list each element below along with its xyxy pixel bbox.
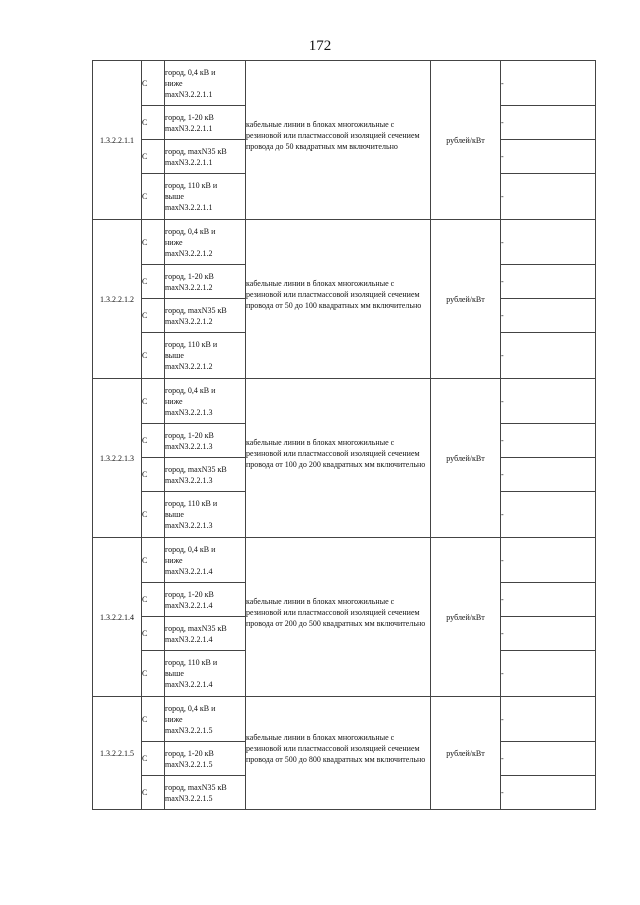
rate-value: - [501,583,596,617]
voltage-level: город, maxN35 кВ maxN3.2.2.1.4 [165,617,246,651]
tariff-table [92,60,596,810]
rate-value: - [501,140,596,174]
table-body [93,61,596,810]
voltage-level: город, 0,4 кВ и ниже maxN3.2.2.1.5 [165,697,246,742]
category-letter: С [142,379,165,424]
voltage-level: город, 0,4 кВ и ниже maxN3.2.2.1.2 [165,220,246,265]
category-letter: С [142,140,165,174]
unit-of-measure: рублей/кВт [431,379,501,538]
table-row [93,220,596,265]
voltage-level: город, 1-20 кВ maxN3.2.2.1.3 [165,424,246,458]
category-letter: С [142,265,165,299]
category-letter: С [142,220,165,265]
voltage-level: город, 0,4 кВ и ниже maxN3.2.2.1.4 [165,538,246,583]
item-description: кабельные линии в блоках многожильные с резиновой или пластмассовой изоляцией сечением провода до 50 квадратных мм включительно [246,61,431,220]
rate-value: - [501,424,596,458]
table-row [93,697,596,742]
rate-value: - [501,458,596,492]
rate-value: - [501,299,596,333]
voltage-level: город, 1-20 кВ maxN3.2.2.1.1 [165,106,246,140]
unit-of-measure: рублей/кВт [431,697,501,810]
rate-value: - [501,61,596,106]
rate-value: - [501,492,596,538]
item-code: 1.3.2.2.1.2 [93,220,142,379]
table-row [93,379,596,424]
category-letter: С [142,697,165,742]
item-description: кабельные линии в блоках многожильные с резиновой или пластмассовой изоляцией сечением провода от 500 до 800 квадратных мм включительно [246,697,431,810]
voltage-level: город, maxN35 кВ maxN3.2.2.1.5 [165,776,246,810]
unit-of-measure: рублей/кВт [431,61,501,220]
rate-value: - [501,379,596,424]
category-letter: С [142,424,165,458]
category-letter: С [142,299,165,333]
item-description: кабельные линии в блоках многожильные с резиновой или пластмассовой изоляцией сечением провода от 200 до 500 квадратных мм включительно [246,538,431,697]
category-letter: С [142,492,165,538]
category-letter: С [142,742,165,776]
item-code: 1.3.2.2.1.1 [93,61,142,220]
table-row [93,61,596,106]
table-row [93,538,596,583]
voltage-level: город, 110 кВ и выше maxN3.2.2.1.4 [165,651,246,697]
unit-of-measure: рублей/кВт [431,538,501,697]
rate-value: - [501,174,596,220]
item-description: кабельные линии в блоках многожильные с резиновой или пластмассовой изоляцией сечением провода от 50 до 100 квадратных мм включительно [246,220,431,379]
category-letter: С [142,538,165,583]
rate-value: - [501,697,596,742]
category-letter: С [142,106,165,140]
rate-value: - [501,651,596,697]
item-code: 1.3.2.2.1.3 [93,379,142,538]
category-letter: С [142,174,165,220]
rate-value: - [501,538,596,583]
voltage-level: город, 1-20 кВ maxN3.2.2.1.4 [165,583,246,617]
voltage-level: город, 1-20 кВ maxN3.2.2.1.2 [165,265,246,299]
page-number: 172 [308,38,332,54]
rate-value: - [501,333,596,379]
voltage-level: город, 110 кВ и выше maxN3.2.2.1.1 [165,174,246,220]
category-letter: С [142,61,165,106]
item-code: 1.3.2.2.1.4 [93,538,142,697]
item-code: 1.3.2.2.1.5 [93,697,142,810]
voltage-level: город, 110 кВ и выше maxN3.2.2.1.2 [165,333,246,379]
rate-value: - [501,220,596,265]
category-letter: С [142,617,165,651]
voltage-level: город, 1-20 кВ maxN3.2.2.1.5 [165,742,246,776]
rate-value: - [501,265,596,299]
category-letter: С [142,651,165,697]
unit-of-measure: рублей/кВт [431,220,501,379]
rate-value: - [501,106,596,140]
voltage-level: город, maxN35 кВ maxN3.2.2.1.2 [165,299,246,333]
category-letter: С [142,458,165,492]
item-description: кабельные линии в блоках многожильные с резиновой или пластмассовой изоляцией сечением провода от 100 до 200 квадратных мм включительно [246,379,431,538]
voltage-level: город, 0,4 кВ и ниже maxN3.2.2.1.1 [165,61,246,106]
rate-value: - [501,742,596,776]
rate-value: - [501,617,596,651]
voltage-level: город, 0,4 кВ и ниже maxN3.2.2.1.3 [165,379,246,424]
voltage-level: город, 110 кВ и выше maxN3.2.2.1.3 [165,492,246,538]
category-letter: С [142,333,165,379]
category-letter: С [142,776,165,810]
rate-value: - [501,776,596,810]
voltage-level: город, maxN35 кВ maxN3.2.2.1.1 [165,140,246,174]
voltage-level: город, maxN35 кВ maxN3.2.2.1.3 [165,458,246,492]
category-letter: С [142,583,165,617]
